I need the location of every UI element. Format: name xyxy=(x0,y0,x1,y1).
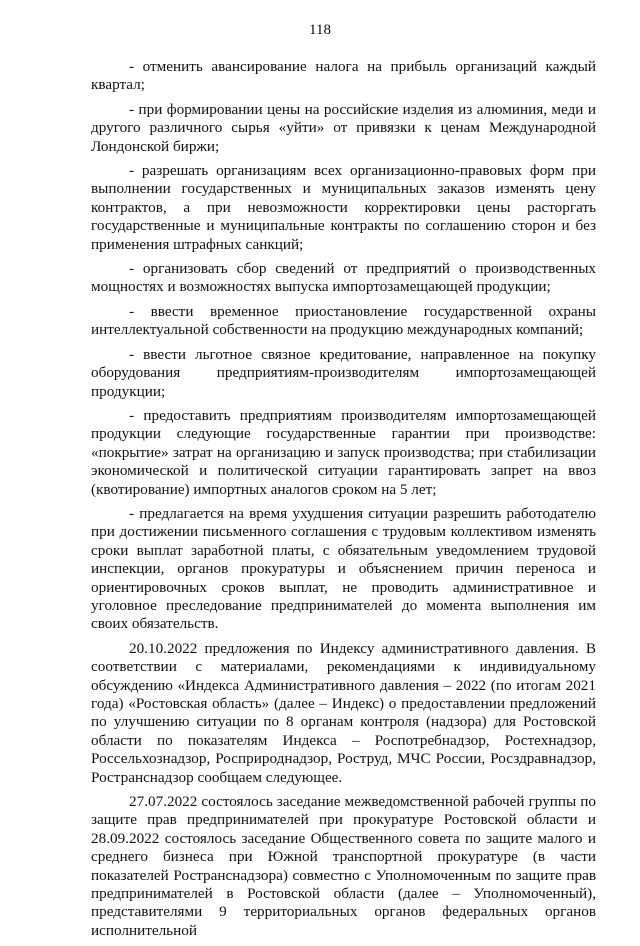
paragraph-3: - разрешать организациям всех организационно-правовых форм при выполнении государственных и муниципальных заказов изменять цену контрактов, а при невозможности корректировки цены расторгать государственные и муниципальные контракты по соглашению сторон и без применения штрафных санкций; xyxy=(91,162,596,253)
paragraph-5: - ввести временное приостановление государственной охраны интеллектуальной собственности на продукцию международных компаний; xyxy=(91,302,596,339)
page-number: 118 xyxy=(309,22,331,38)
paragraph-6: - ввести льготное связное кредитование, направленное на покупку оборудования предприятиям-производителям импортозамещающей продукции; xyxy=(91,345,596,400)
paragraph-1: - отменить авансирование налога на прибыль организаций каждый квартал; xyxy=(91,58,596,94)
paragraph-7: - предоставить предприятиям производителям импортозамещающей продукции следующие государственные гарантии при производстве: «покрытие» затрат на организацию и запуск производства; при стабилизации экономической и политической ситуации гарантировать запрет на ввоз (квотирование) импортных аналогов сроком на 5 лет; xyxy=(91,406,596,498)
paragraph-10: 27.07.2022 состоялось заседание межведомственной рабочей группы по защите прав предпринимателей при прокуратуре Ростовской области и 28.09.2022 состоялось заседание Общественного совета по защите малого и среднего бизнеса при Южной транспортной прокуратуре (в части показателей Ространснадзора) совместно с Уполномоченным по защите прав предпринимателей в Ростовской области (далее – Уполномоченный), представителями 9 территориальных органов федеральных органов исполнительной xyxy=(91,793,596,939)
paragraph-4: - организовать сбор сведений от предприятий о производственных мощностях и возможностях выпуска импортозамещающей продукции; xyxy=(91,260,596,296)
document-body xyxy=(91,58,596,946)
paragraph-9: 20.10.2022 предложения по Индексу административного давления. В соответствии с материалами, рекомендациями к индивидуальному обсуждению «Индекса Административного давления – 2022 (по итогам 2021 года) «Ростовская область» (далее – Индекс) о предоставлении предложений по улучшению ситуации по 8 органам контроля (надзора) для Ростовской области по показателям Индекса – Роспотребнадзор, Ростехнадзор, Россельхознадзор, Росприроднадзор, Роструд, МЧС России, Росздравнадзор, Ространснадзор сообщаем следующее. xyxy=(91,639,596,786)
paragraph-8: - предлагается на время ухудшения ситуации разрешить работодателю при достижении письменного соглашения с трудовым коллективом изменять сроки выплат заработной платы, с обязательным уведомлением трудовой инспекции, органов прокуратуры и объяснением причин переноса и ориентировочных сроков выплат, не проводить административное и уголовное преследование предпринимателей до момента выполнения им своих обязательств. xyxy=(91,504,596,633)
paragraph-2: - при формировании цены на российские изделия из алюминия, меди и другого различного сырья «уйти» от привязки к ценам Международной Лондонской биржи; xyxy=(91,100,596,155)
